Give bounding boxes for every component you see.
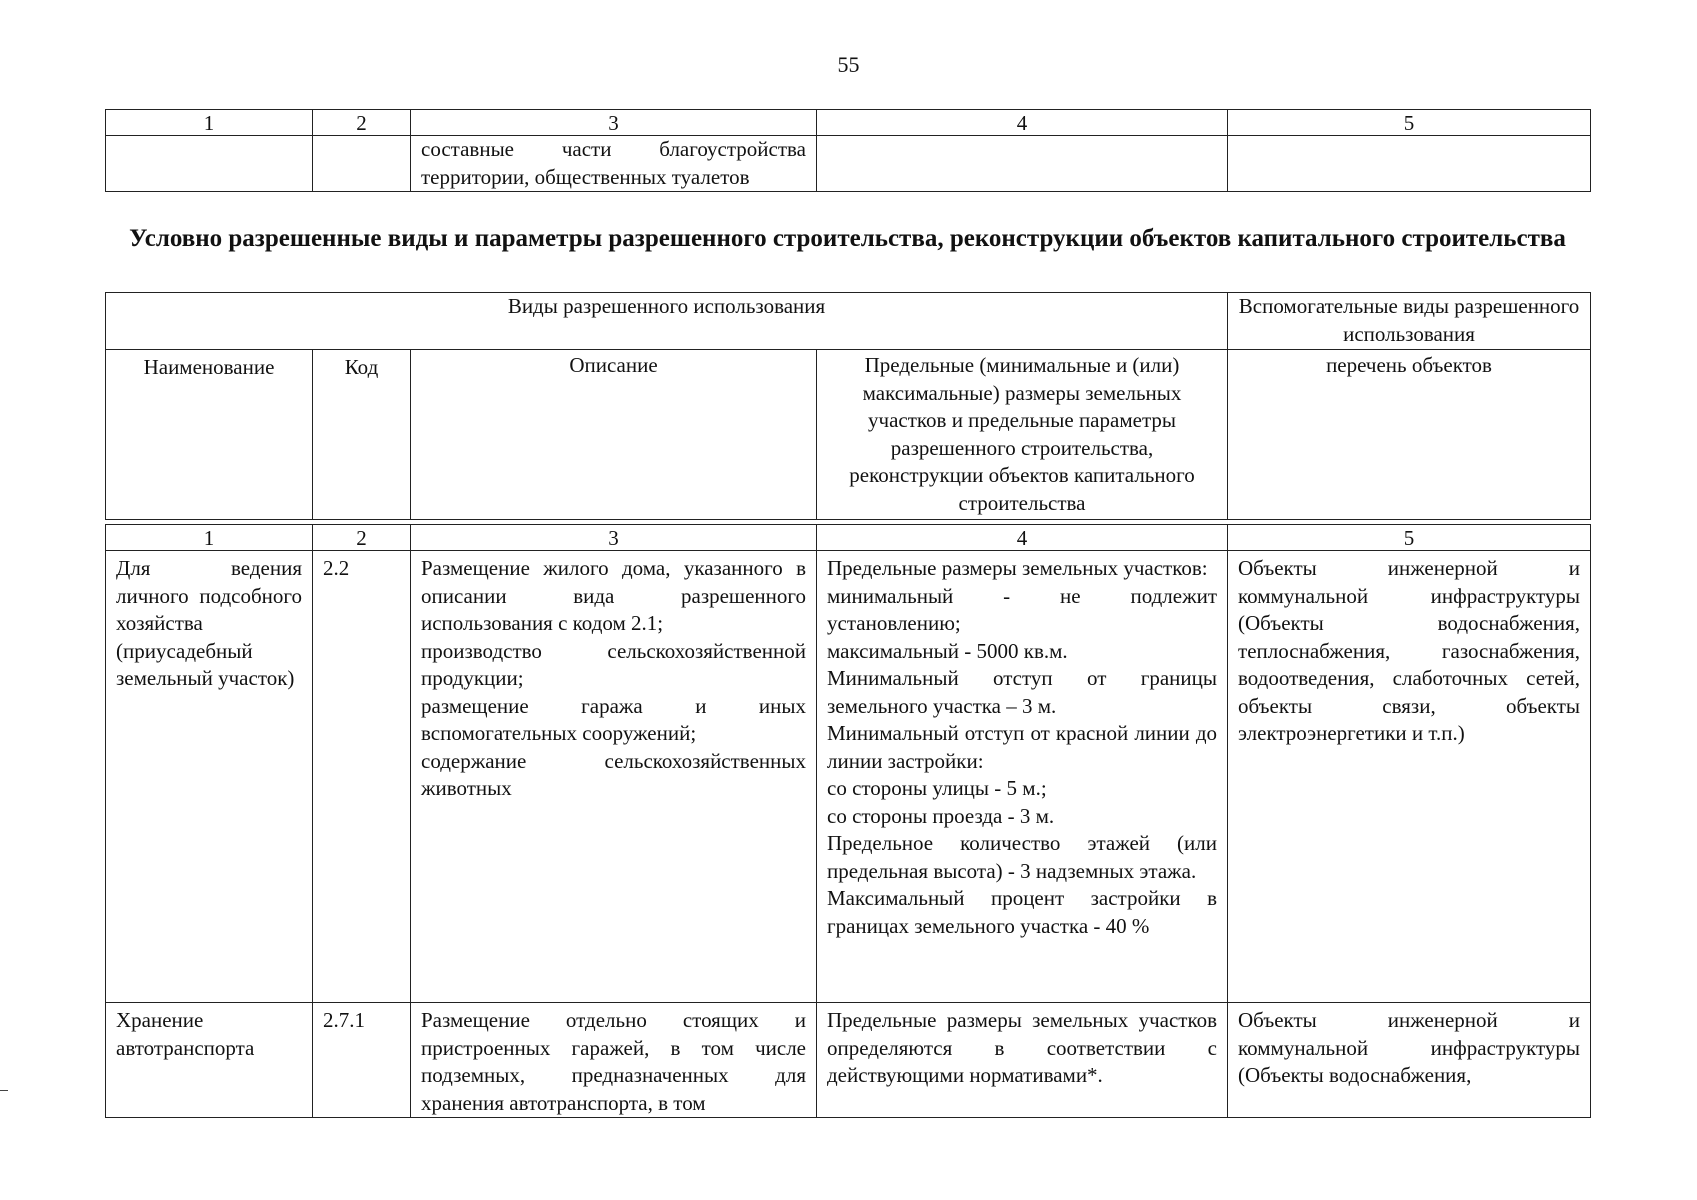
cell-name: Хранение автотранспорта [106,1003,313,1118]
col-number-3: 3 [411,110,817,136]
header-description: Описание [411,350,817,520]
margin-mark [0,1090,8,1091]
cell-name [106,136,313,192]
col-number-1: 1 [106,110,313,136]
col-number-2: 2 [313,525,411,551]
cell-code: 2.7.1 [313,1003,411,1118]
limits-line: минимальный - не подлежит установлению; [827,583,1218,635]
group-header-row [106,293,1591,350]
col-number-4: 4 [817,525,1228,551]
cell-limits [817,551,1228,1003]
col-number-2: 2 [313,110,411,136]
limits-line: Предельные размеры земельных участков определяются в соответствии с действующими нормативами*. [827,1008,1218,1087]
cell-description: составные части благоустройства территории, общественных туалетов [411,136,817,192]
col-number-1: 1 [106,525,313,551]
header-permitted-uses: Виды разрешенного использования [106,293,1228,350]
cell-limits [817,1003,1228,1118]
header-auxiliary-uses: Вспомогательные виды разрешенного использования [1228,293,1591,350]
limits-line: Минимальный отступ от границы земельного участка – 3 м. [827,666,1218,718]
cell-objects: Объекты инженерной и коммунальной инфраструктуры (Объекты водоснабжения, теплоснабжения, газоснабжения, водоотведения, слаботочных сетей, объекты связи, объекты электроэнергетики и т.п.) [1228,551,1591,1003]
description-line: производство сельскохозяйственной продукции; [421,638,806,690]
description-line: размещение гаража и иных вспомогательных сооружений; [421,693,806,745]
description-line: Размещение отдельно стоящих и пристроенных гаражей, в том числе подземных, предназначенных для хранения автотранспорта, в том [421,1008,806,1115]
limits-line: Предельное количество этажей (или предельная высота) - 3 надземных этажа. [827,831,1218,883]
cell-code: 2.2 [313,551,411,1003]
description-line: содержание сельскохозяйственных животных [421,748,806,800]
col-number-4: 4 [817,110,1228,136]
section-heading: Условно разрешенные виды и параметры разрешенного строительства, реконструкции объектов капитального строительства [129,225,1566,252]
header-objects: перечень объектов [1228,350,1591,520]
cell-code [313,136,411,192]
limits-line: со стороны улицы - 5 м.; [827,776,1047,800]
limits-line: со стороны проезда - 3 м. [827,803,1055,828]
header-code: Код [313,350,411,520]
column-number-row [106,110,1591,136]
cell-objects: Объекты инженерной и коммунальной инфраструктуры (Объекты водоснабжения, [1228,1003,1591,1118]
limits-line: максимальный - 5000 кв.м. [827,638,1068,663]
column-number-row [106,525,1591,551]
cell-description [411,551,817,1003]
cell-limits [817,136,1228,192]
limits-line: Максимальный процент застройки в границах земельного участка - 40 % [827,886,1218,938]
col-number-3: 3 [411,525,817,551]
header-limits: Предельные (минимальные и (или) максимальные) размеры земельных участков и предельные параметры разрешенного строительства, реконструкции объектов капитального строительства [817,350,1228,520]
land-use-table [105,292,1591,1118]
page-number: 55 [837,52,860,77]
limits-line: Минимальный отступ от красной линии до линии застройки: [827,721,1218,773]
col-number-5: 5 [1228,525,1591,551]
table-row [106,1003,1591,1118]
limits-line: Предельные размеры земельных участков: [827,556,1208,580]
table-row [106,551,1591,1003]
cell-objects [1228,136,1591,192]
header-name: Наименование [106,350,313,520]
continuation-table [105,109,1591,192]
cell-description [411,1003,817,1118]
column-header-row [106,350,1591,520]
description-line: Размещение жилого дома, указанного в описании вида разрешенного использования с кодом 2.1; [421,556,806,635]
cell-name: Для ведения личного подсобного хозяйства (приусадебный земельный участок) [106,551,313,1003]
col-number-5: 5 [1228,110,1591,136]
table-row [106,136,1591,192]
